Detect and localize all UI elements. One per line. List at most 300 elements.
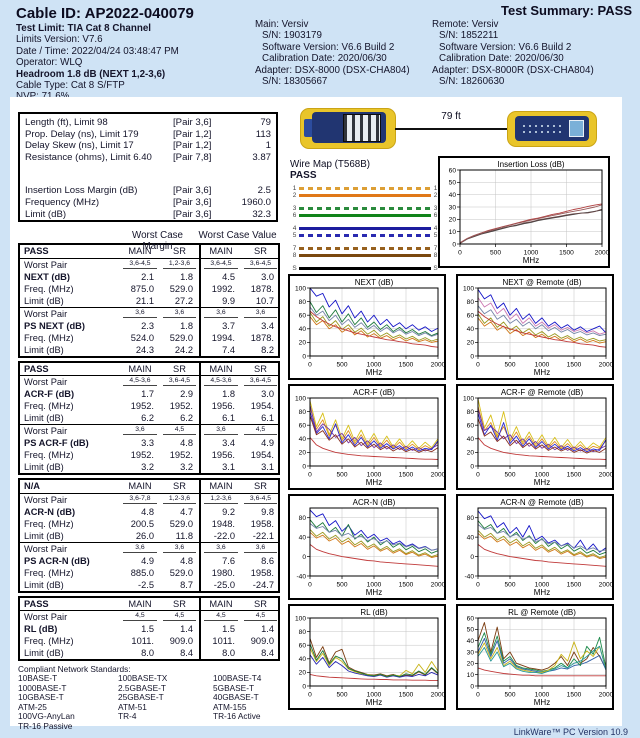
column-header: MAIN	[199, 363, 241, 376]
svg-text:80: 80	[298, 515, 306, 523]
svg-text:2000: 2000	[598, 691, 612, 699]
svg-text:NEXT @ Remote (dB): NEXT @ Remote (dB)	[502, 278, 582, 287]
table-row	[20, 400, 278, 412]
worst-pair-value: 3,6	[199, 425, 241, 437]
wire-number-right: 1	[433, 185, 438, 192]
cable-id: Cable ID: AP2022-040079	[16, 5, 194, 22]
row-value: 8.0	[141, 648, 154, 658]
column-header: MAIN	[199, 245, 241, 258]
row-value: 1954.	[250, 401, 274, 411]
row-value: 1956.	[199, 449, 241, 461]
wire-row	[290, 252, 440, 259]
svg-text:500: 500	[504, 581, 516, 589]
svg-text:0: 0	[308, 361, 312, 369]
svg-text:1500: 1500	[566, 361, 582, 369]
table-row	[20, 295, 278, 307]
table-row	[20, 611, 278, 623]
row-label: Limit (dB)	[24, 579, 64, 590]
wire-row	[290, 205, 440, 212]
svg-text:1500: 1500	[398, 691, 414, 699]
wire-line	[299, 267, 431, 269]
column-header: MAIN	[128, 481, 152, 491]
standards-title: Compliant Network Standards:	[18, 664, 131, 674]
measurement-pair: [Pair 3,6]	[173, 208, 212, 220]
row-value: 4.8	[180, 555, 193, 566]
graphs-column	[288, 104, 618, 724]
column-header: MAIN	[199, 480, 241, 493]
worst-pair-label: Worst Pair	[24, 612, 68, 622]
row-value: 1954.	[250, 450, 274, 460]
table-row	[20, 424, 278, 437]
wire-row	[290, 245, 440, 252]
svg-text:500: 500	[336, 581, 348, 589]
svg-text:ACR-N (dB): ACR-N (dB)	[352, 498, 396, 507]
test-limit: Test Limit: TIA Cat 8 Channel	[16, 23, 151, 34]
svg-text:500: 500	[489, 249, 502, 257]
svg-text:MHz: MHz	[365, 368, 383, 377]
column-header: SR	[254, 246, 267, 256]
worst-pair-value: 3,6-4,5	[241, 494, 280, 506]
row-label: Freq. (MHz)	[24, 567, 74, 578]
table-row	[20, 449, 278, 461]
row-value: 875.0	[130, 283, 154, 294]
measurement-value: 2.5	[257, 185, 271, 197]
remote-leds	[521, 123, 561, 135]
worst-case-block	[18, 361, 280, 476]
remote-adapter-sn: S/N: 18260630	[439, 76, 505, 88]
table-row	[20, 623, 278, 635]
wire-line	[299, 207, 431, 209]
remote-tester-image	[507, 111, 597, 147]
row-value: 26.0	[135, 530, 154, 541]
worst-pair-value: 3,6	[120, 308, 160, 320]
svg-text:40: 40	[466, 326, 474, 334]
worst-pair-value: 1,2-3,6	[199, 494, 241, 506]
table-row	[20, 530, 278, 542]
acrn-chart	[288, 494, 446, 600]
svg-text:0: 0	[308, 691, 312, 699]
standard-item: 40GBASE-T	[213, 692, 259, 703]
row-value: 7.4	[199, 344, 241, 356]
svg-text:MHz: MHz	[533, 478, 551, 487]
operator: Operator: WLQ	[16, 57, 83, 69]
svg-text:500: 500	[336, 691, 348, 699]
wire-number-left: 6	[292, 212, 297, 219]
table-row	[20, 412, 278, 424]
svg-text:20: 20	[448, 216, 456, 224]
measurement-row	[25, 185, 271, 197]
report-header-left	[16, 5, 296, 103]
svg-text:2000: 2000	[598, 471, 612, 479]
svg-text:60: 60	[298, 312, 306, 320]
svg-text:1500: 1500	[398, 471, 414, 479]
row-value: 8.2	[261, 344, 274, 355]
worst-case-tables	[18, 243, 280, 661]
standard-item: ATM-155	[213, 701, 247, 712]
svg-text:500: 500	[504, 361, 516, 369]
row-value: 3.4	[261, 320, 274, 331]
worst-pair-value: 3,6	[241, 308, 280, 320]
wire-number-right: 2	[433, 192, 438, 199]
svg-text:80: 80	[466, 298, 474, 306]
worst-pair-value: 3,6-4,5	[199, 259, 241, 271]
test-summary: Test Summary: PASS	[500, 3, 632, 18]
svg-text:20: 20	[298, 449, 306, 457]
worst-pair-label: Worst Pair	[24, 259, 68, 270]
worst-case-value-header: Worst Case Value	[198, 230, 277, 241]
standards-column	[18, 674, 118, 732]
measurement-row	[25, 129, 271, 141]
svg-text:1500: 1500	[566, 581, 582, 589]
svg-text:60: 60	[466, 422, 474, 430]
measurement-row	[25, 209, 271, 221]
table-row	[20, 635, 278, 647]
svg-text:20: 20	[298, 339, 306, 347]
table-row	[20, 579, 278, 591]
main-title: Main: Versiv	[255, 19, 309, 30]
svg-text:MHz: MHz	[522, 256, 540, 265]
svg-text:2000: 2000	[598, 361, 612, 369]
date-time: Date / Time: 2022/04/24 03:48:47 PM	[16, 45, 179, 57]
svg-text:2000: 2000	[598, 581, 612, 589]
wire-number-right: 7	[433, 245, 438, 252]
svg-text:20: 20	[466, 660, 474, 668]
measurement-pair: [Pair 1,2]	[173, 128, 212, 140]
row-value: 3.1	[199, 461, 241, 473]
block-header-row	[20, 363, 278, 377]
worst-pair-value: 3,6	[120, 543, 160, 555]
standard-item: 1000BASE-T	[18, 682, 67, 693]
column-header: MAIN	[128, 363, 152, 374]
row-value: 2.9	[180, 389, 193, 399]
acrn-remote-chart	[456, 494, 614, 600]
column-header: MAIN	[199, 598, 241, 611]
block-header-row	[20, 480, 278, 494]
row-label: Limit (dB)	[24, 462, 64, 472]
svg-text:1000: 1000	[534, 581, 550, 589]
measurement-label: Insertion Loss Margin (dB)	[25, 185, 138, 197]
main-sn: S/N: 1903179	[262, 30, 322, 42]
svg-text:40: 40	[466, 436, 474, 444]
standard-item: 25GBASE-T	[118, 692, 164, 703]
measurement-label: Length (ft), Limit 98	[25, 117, 108, 128]
svg-text:100: 100	[294, 615, 306, 623]
next-chart	[288, 274, 446, 380]
row-value: 1.4	[261, 624, 274, 634]
main-tester-image	[300, 108, 396, 149]
measurement-pair: [Pair 3,6]	[173, 185, 212, 197]
svg-text:0: 0	[308, 471, 312, 479]
wire-number-right: 5	[433, 232, 438, 239]
wire-number-right: 4	[433, 225, 438, 232]
worst-pair-value: 3,6	[199, 543, 241, 555]
row-value: 1.8	[199, 388, 241, 400]
svg-text:-40: -40	[464, 573, 474, 581]
svg-text:Insertion Loss (dB): Insertion Loss (dB)	[497, 160, 565, 169]
svg-text:0: 0	[470, 553, 474, 561]
svg-text:MHz: MHz	[533, 368, 551, 377]
row-value: 1952.	[130, 401, 154, 411]
row-value: 4.7	[180, 506, 193, 517]
svg-text:1000: 1000	[366, 581, 382, 589]
row-value: 3.2	[141, 462, 154, 472]
column-header: SR	[254, 598, 267, 609]
row-value: 1952.	[130, 450, 154, 460]
measurement-row	[25, 152, 271, 164]
standard-item: 100BASE-TX	[118, 673, 168, 683]
row-value: 6.2	[141, 413, 154, 423]
svg-text:MHz: MHz	[533, 588, 551, 597]
svg-text:60: 60	[466, 312, 474, 320]
svg-text:MHz: MHz	[533, 698, 551, 707]
wire-number-right: 6	[433, 212, 438, 219]
svg-text:1000: 1000	[366, 361, 382, 369]
svg-text:NEXT (dB): NEXT (dB)	[354, 278, 394, 287]
worst-pair-label: Worst Pair	[24, 494, 68, 505]
svg-text:ACR-N @ Remote (dB): ACR-N @ Remote (dB)	[500, 498, 584, 507]
column-header: MAIN	[128, 598, 152, 609]
footer-version: LinkWare™ PC Version 10.9	[513, 727, 628, 737]
svg-text:2000: 2000	[430, 691, 444, 699]
standard-item: 10BASE-T	[18, 673, 58, 683]
row-label: ACR-N (dB)	[24, 506, 76, 517]
svg-text:60: 60	[298, 642, 306, 650]
row-label: Freq. (MHz)	[24, 283, 74, 294]
table-row	[20, 542, 278, 555]
row-value: 4.9	[141, 555, 154, 566]
measurement-label: Limit (dB)	[25, 208, 67, 220]
worst-pair-label: Worst Pair	[24, 543, 68, 554]
svg-text:20: 20	[466, 339, 474, 347]
row-value: 8.4	[261, 648, 274, 658]
svg-text:40: 40	[466, 637, 474, 645]
row-value: -22.1	[252, 530, 274, 541]
svg-text:2000: 2000	[430, 581, 444, 589]
svg-text:80: 80	[466, 408, 474, 416]
wire-line	[299, 254, 431, 256]
row-value: 1952.	[169, 401, 193, 411]
svg-text:0: 0	[476, 471, 480, 479]
row-value: 1878.	[250, 332, 274, 343]
worst-pair-value: 3,6-4,5	[241, 259, 280, 271]
main-calibration: Calibration Date: 2020/06/30	[262, 53, 387, 65]
svg-text:0: 0	[470, 353, 474, 361]
row-value: 8.7	[180, 579, 193, 590]
row-value: 11.8	[175, 530, 193, 541]
svg-text:RL (dB): RL (dB)	[360, 608, 388, 617]
row-value: 4.8	[141, 506, 154, 517]
svg-text:100: 100	[294, 285, 306, 293]
measurement-pair: [Pair 1,2]	[173, 140, 212, 152]
block-status: N/A	[24, 481, 41, 491]
row-value: 909.0	[250, 636, 274, 646]
wire-row	[290, 192, 440, 199]
row-value: 3.3	[141, 438, 154, 448]
row-label: PS ACR-F (dB)	[24, 438, 89, 448]
svg-text:0: 0	[302, 553, 306, 561]
standard-item: 5GBASE-T	[213, 682, 255, 693]
svg-text:100: 100	[462, 395, 474, 403]
remote-sn: S/N: 1852211	[439, 30, 499, 42]
remote-unit-info	[432, 19, 632, 87]
worst-pair-value: 3,6	[160, 308, 199, 320]
measurement-label: Frequency (MHz)	[25, 196, 100, 208]
svg-text:60: 60	[298, 422, 306, 430]
svg-text:MHz: MHz	[365, 698, 383, 707]
spacer	[25, 163, 271, 185]
svg-text:0: 0	[452, 241, 456, 249]
row-value: 885.0	[130, 567, 154, 578]
table-row	[20, 332, 278, 344]
measurement-value: 113	[255, 128, 271, 140]
svg-text:MHz: MHz	[365, 478, 383, 487]
remote-body	[515, 116, 589, 141]
rl-chart	[288, 604, 446, 710]
wire-line	[299, 187, 431, 189]
row-value: 3.0	[261, 271, 274, 282]
row-value: -25.0	[199, 579, 241, 591]
row-value: 1878.	[250, 283, 274, 294]
svg-text:30: 30	[448, 204, 456, 212]
worst-pair-value: 3,6	[199, 308, 241, 320]
row-value: 1958.	[250, 518, 274, 529]
wire-number-right: S	[433, 265, 438, 272]
svg-text:0: 0	[470, 463, 474, 471]
svg-text:2000: 2000	[594, 249, 608, 257]
svg-text:40: 40	[448, 191, 456, 199]
main-adapter: Adapter: DSX-8000 (DSX-CHA804)	[255, 64, 410, 76]
cable-length-label: 79 ft	[441, 111, 461, 122]
row-value: 1992.	[199, 283, 241, 295]
worst-pair-value: 4,5-3,6	[120, 376, 160, 388]
table-row	[20, 555, 278, 567]
measurement-label: Delay Skew (ns), Limit 17	[25, 140, 134, 152]
measurement-pair: [Pair 3,6]	[173, 196, 212, 208]
row-label: RL (dB)	[24, 624, 58, 634]
standard-item: 100BASE-T4	[213, 673, 262, 683]
row-value: 529.0	[169, 283, 193, 294]
worst-pair-label: Worst Pair	[24, 308, 68, 319]
svg-text:500: 500	[504, 691, 516, 699]
column-header: SR	[254, 363, 267, 374]
wire-line	[299, 247, 431, 249]
table-row	[20, 283, 278, 295]
svg-text:1000: 1000	[366, 471, 382, 479]
svg-text:1500: 1500	[398, 581, 414, 589]
worst-pair-value: 4,5	[160, 425, 199, 437]
svg-text:1500: 1500	[398, 361, 414, 369]
worst-pair-value: 4,5-3,6	[199, 376, 241, 388]
svg-text:20: 20	[466, 449, 474, 457]
worst-pair-value: 3,6-4,5	[241, 376, 280, 388]
svg-text:0: 0	[302, 683, 306, 691]
column-header: MAIN	[128, 246, 152, 256]
svg-text:1000: 1000	[523, 249, 539, 257]
wire-number-left: 2	[292, 192, 297, 199]
row-value: 3.0	[261, 389, 274, 399]
standard-item: TR-4	[118, 711, 137, 722]
standard-item: ATM-25	[18, 701, 47, 712]
row-value: 529.0	[169, 567, 193, 578]
row-value: 27.2	[174, 295, 193, 306]
row-value: 3.1	[261, 462, 274, 472]
row-label: Limit (dB)	[24, 344, 64, 355]
measurement-row	[25, 140, 271, 152]
svg-text:0: 0	[476, 691, 480, 699]
worst-pair-value: 3,6-7,8	[120, 494, 160, 506]
table-row	[20, 307, 278, 320]
row-value: 9.8	[261, 506, 274, 517]
svg-text:40: 40	[466, 534, 474, 542]
column-header: SR	[173, 363, 186, 374]
worst-case-margin-header: Worst Case Margin	[132, 230, 183, 252]
worst-pair-value: 3,6	[160, 543, 199, 555]
row-label: ACR-F (dB)	[24, 389, 75, 399]
worst-pair-value: 4,5	[199, 611, 241, 623]
wire-map-title: Wire Map (T568B)	[290, 159, 371, 170]
svg-text:ACR-F @ Remote (dB): ACR-F @ Remote (dB)	[500, 388, 584, 397]
row-value: 6.2	[180, 413, 193, 423]
limits-version: Limits Version: V7.6	[16, 34, 103, 46]
row-value: 529.0	[169, 518, 193, 529]
measurement-label: Prop. Delay (ns), Limit 179	[25, 128, 139, 140]
next-remote-chart	[456, 274, 614, 380]
remote-screen	[569, 120, 584, 137]
svg-text:1500: 1500	[559, 249, 574, 257]
row-value: 200.5	[130, 518, 154, 529]
svg-text:1000: 1000	[534, 361, 550, 369]
report-body-panel	[10, 97, 622, 731]
worst-case-area	[18, 230, 280, 732]
worst-pair-value: 3,6-4,5	[160, 376, 199, 388]
wire-line	[299, 227, 431, 229]
worst-pair-value: 3,6-4,5	[120, 259, 160, 271]
acrf-remote-chart	[456, 384, 614, 490]
row-value: 9.2	[199, 506, 241, 518]
svg-text:RL @ Remote (dB): RL @ Remote (dB)	[508, 608, 576, 617]
column-header: SR	[173, 481, 186, 491]
row-value: 1.4	[180, 624, 193, 634]
svg-text:60: 60	[466, 615, 474, 623]
svg-text:40: 40	[298, 534, 306, 542]
svg-text:80: 80	[298, 408, 306, 416]
row-value: 6.1	[199, 412, 241, 424]
row-value: 909.0	[169, 636, 193, 646]
measurement-value: 32.3	[252, 208, 271, 220]
compliant-standards	[18, 664, 280, 732]
wire-number-right: 3	[433, 205, 438, 212]
row-value: 1.8	[180, 320, 193, 331]
measurement-pair: [Pair 7,8]	[173, 151, 212, 163]
block-status: PASS	[24, 598, 49, 609]
block-status: PASS	[24, 246, 49, 256]
measurement-value: 3.87	[252, 151, 271, 163]
worst-pair-value: 4,5	[120, 611, 160, 623]
row-value: 524.0	[130, 332, 154, 343]
standard-item: 10GBASE-T	[18, 692, 64, 703]
worst-pair-value: 1,2-3,6	[160, 494, 199, 506]
row-value: 1.7	[141, 389, 154, 399]
standard-item: ATM-51	[118, 701, 147, 712]
row-value: 1994.	[199, 332, 241, 344]
table-row	[20, 647, 278, 659]
svg-text:80: 80	[298, 298, 306, 306]
row-value: 24.2	[174, 344, 193, 355]
table-row	[20, 259, 278, 271]
row-value: 8.6	[261, 555, 274, 566]
row-value: 529.0	[169, 332, 193, 343]
row-value: 6.1	[261, 413, 274, 423]
